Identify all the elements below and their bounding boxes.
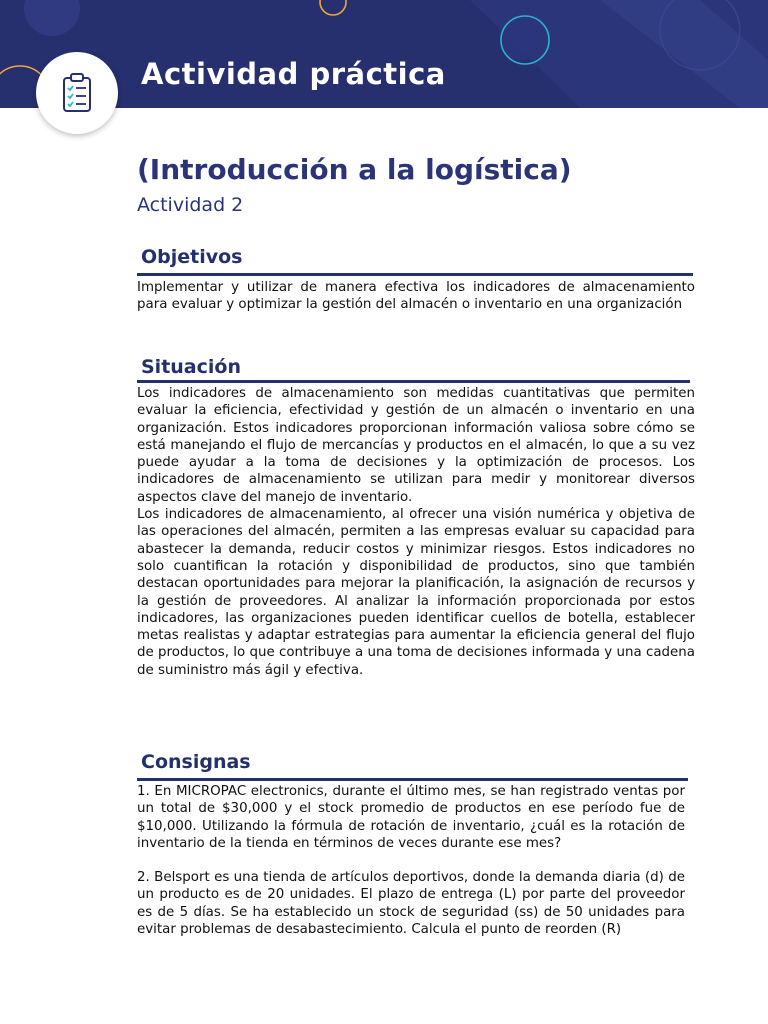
situacion-text [137, 385, 695, 679]
consigna-spacer [137, 852, 685, 869]
consigna-item-1: 1. En MICROPAC electronics, durante el último mes, se han registrado ventas por un total de $30,000 y el stock promedio de productos en ese período fue de $10,000. Utilizando la fórmula de rotación de inventario, ¿cuál es la rotación de inventario de la tienda en términos de veces durante ese mes? [137, 784, 685, 851]
objetivos-heading: Objetivos [141, 246, 243, 268]
objetivos-text [137, 279, 695, 314]
consignas-list [137, 783, 685, 938]
objetivos-paragraph: Implementar y utilizar de manera efectiva los indicadores de almacenamiento para evaluar y optimizar la gestión del almacén o inventario en una organización [137, 280, 695, 313]
checklist-clipboard-icon [62, 73, 92, 113]
document-subtitle: Actividad 2 [137, 194, 244, 216]
document-title: (Introducción a la logística) [137, 153, 572, 186]
situacion-heading: Situación [141, 356, 241, 378]
consigna-item-2: 2. Belsport es una tienda de artículos deportivos, donde la demanda diaria (d) de un producto es de 20 unidades. El plazo de entrega (L) por parte del proveedor es de 5 días. Se ha establecido un stock de seguridad (ss) de 50 unidades para evitar problemas de desabastecimiento. Calcula el punto de reorden (R) [137, 870, 685, 938]
consignas-rule [137, 778, 688, 781]
objetivos-rule [137, 273, 693, 276]
consignas-heading: Consignas [141, 751, 251, 773]
situacion-rule [137, 380, 690, 383]
situacion-paragraph-1: Los indicadores de almacenamiento son medidas cuantitativas que permiten evaluar la eficiencia, efectividad y gestión de un almacén o inventario en una organización. Estos indicadores proporcionan información valiosa sobre cómo se está manejando el flujo de mercancías y productos en el almacén, lo que a su vez puede ayudar a la toma de decisiones y la optimización de procesos. Los indicadores de almacenamiento se utilizan para medir y monitorear diversos aspectos clave del manejo de inventario. [137, 386, 695, 505]
banner-title: Actividad práctica [141, 57, 446, 91]
situacion-paragraph-2: Los indicadores de almacenamiento, al ofrecer una visión numérica y objetiva de las operaciones del almacén, permiten a las empresas evaluar su capacidad para abastecer la demanda, reducir costos y minimizar riesgos. Estos indicadores no solo cuantifican la rotación y disponibilidad de productos, sino que también destacan oportunidades para mejorar la planificación, la asignación de recursos y la gestión de proveedores. Al analizar la información proporcionada por estos indicadores, las organizaciones pueden identificar cuellos de botella, establecer metas realistas y adaptar estrategias para aumentar la eficiencia general del flujo de productos, lo que contribuye a una toma de decisiones informada y una cadena de suministro más ágil y efectiva. [137, 507, 695, 678]
activity-badge [36, 52, 118, 134]
